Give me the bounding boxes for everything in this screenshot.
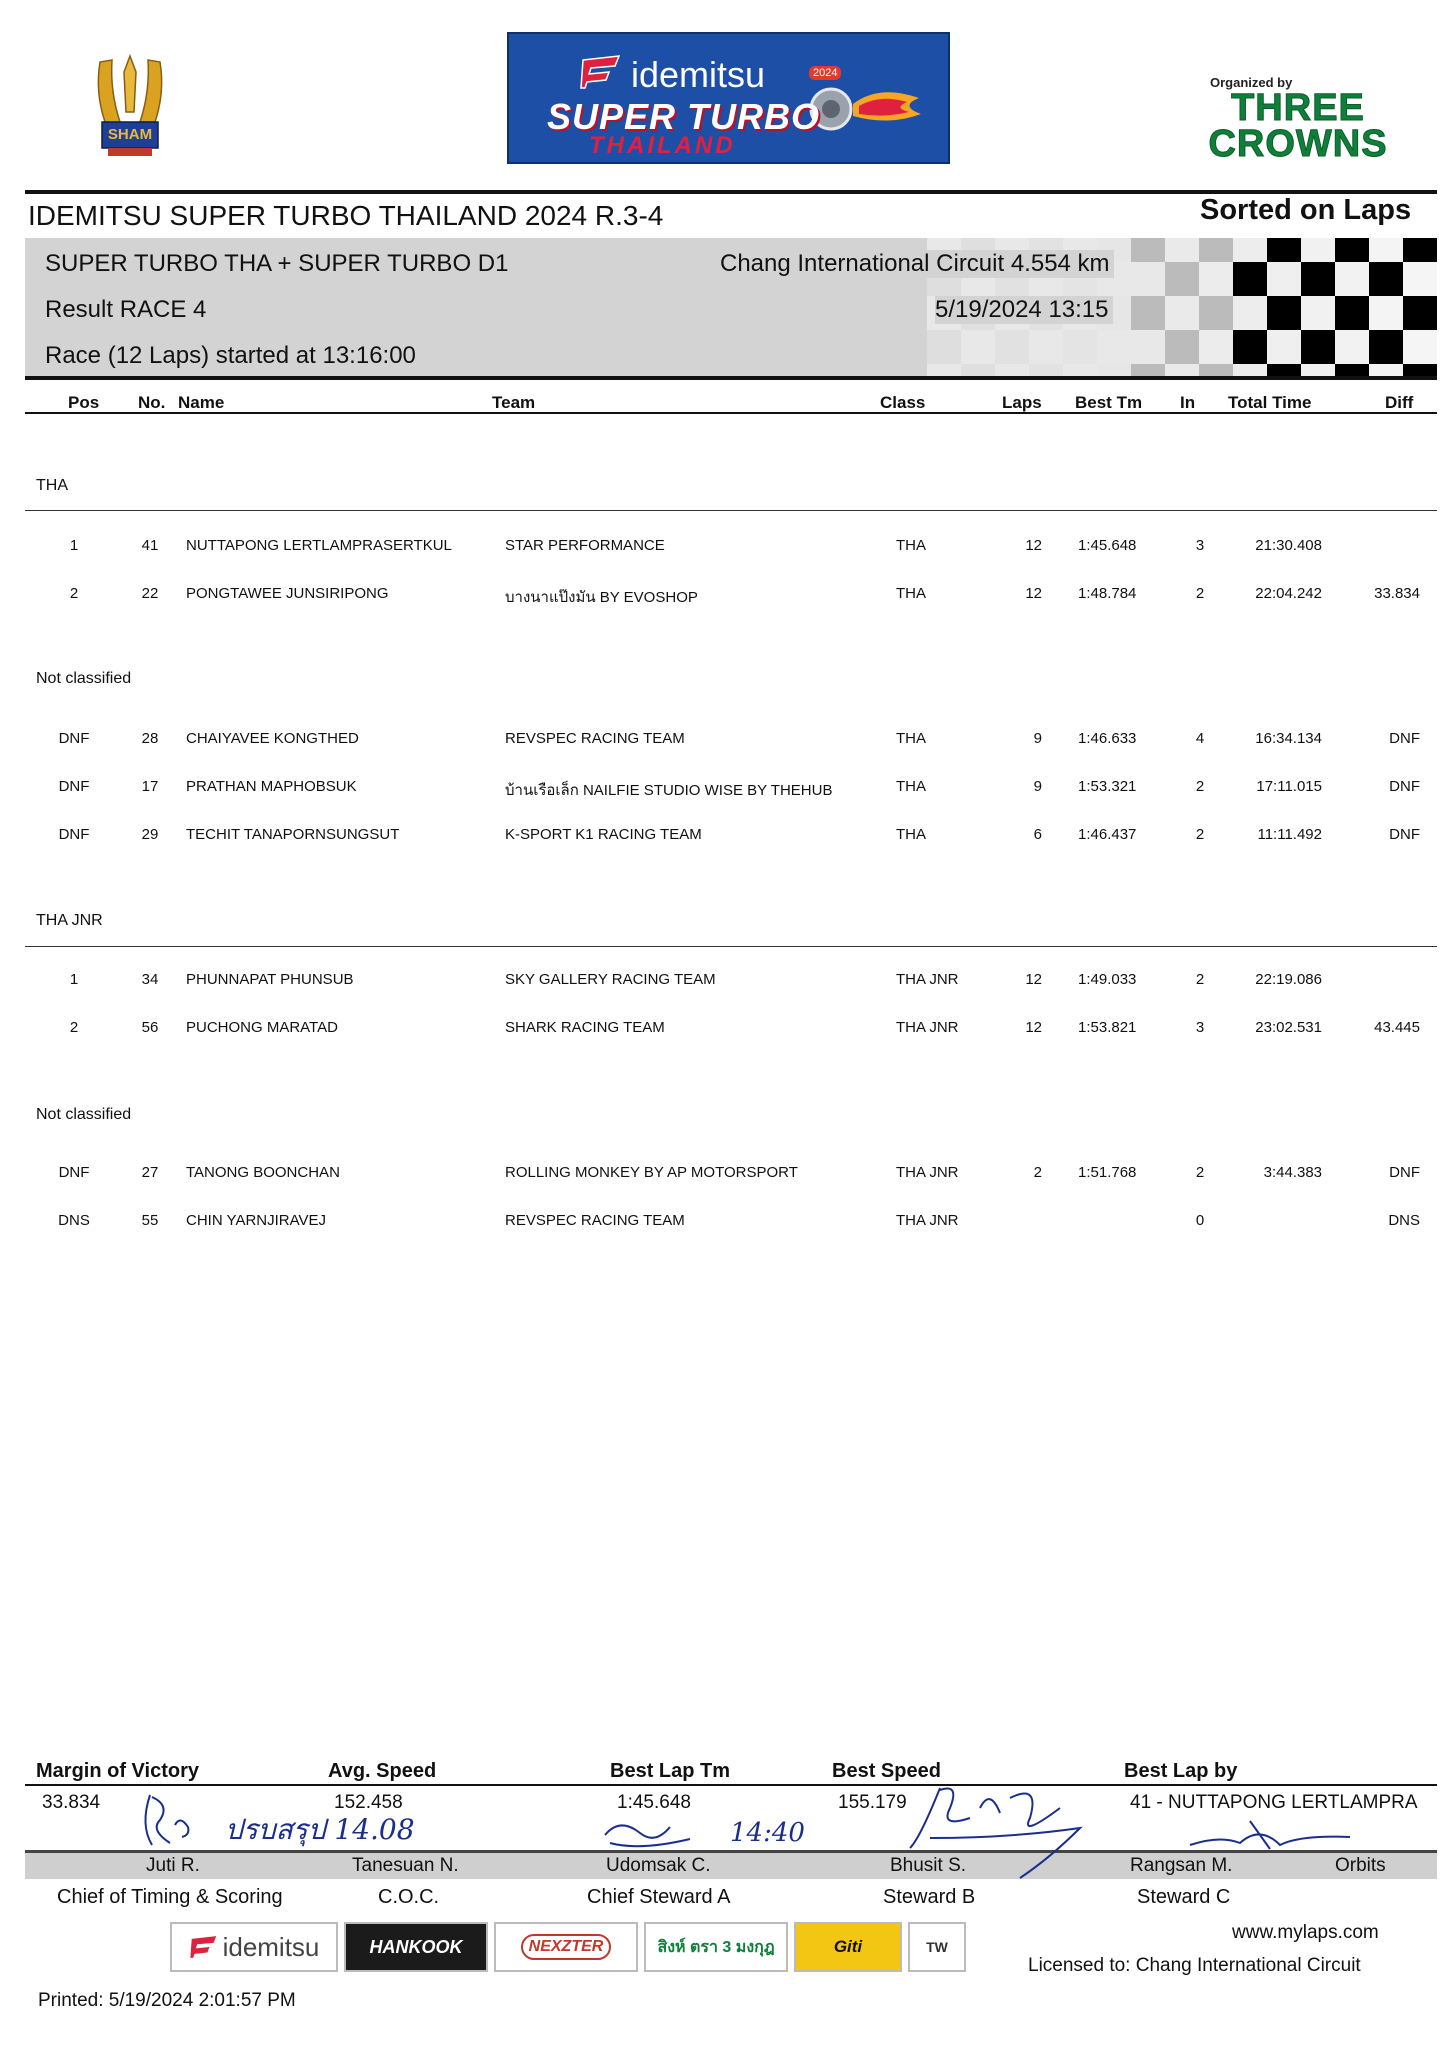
row-pos: 1	[69, 971, 79, 988]
row-class: THA JNR	[896, 1019, 959, 1036]
row-best-time: 1:46.437	[1078, 826, 1137, 843]
idemitsu-super-turbo-banner	[507, 32, 950, 164]
organizer-line-2: CROWNS	[1208, 123, 1388, 165]
best-speed-label: Best Speed	[832, 1760, 941, 1782]
row-car-number: 34	[141, 971, 159, 988]
row-pos: DNF	[58, 1164, 90, 1181]
row-laps: 12	[1025, 971, 1042, 988]
row-laps: 6	[1033, 826, 1042, 843]
row-car-number: 29	[141, 826, 159, 843]
row-laps: 12	[1025, 537, 1042, 554]
row-total-time: 16:34.134	[1255, 730, 1322, 747]
row-team: STAR PERFORMANCE	[505, 537, 665, 554]
col-pit-in: In	[1180, 393, 1196, 412]
banner-brand: idemitsu	[631, 54, 766, 95]
sort-label: Sorted on Laps	[1200, 194, 1412, 226]
sponsor-label: สิงห์ ตรา 3 มงกุฎ	[657, 1938, 775, 1956]
sponsor-idemitsu-logo	[170, 1922, 338, 1972]
sponsor-hankook-logo	[344, 1922, 488, 1972]
row-pit-in: 3	[1195, 537, 1205, 554]
row-class: THA	[896, 585, 926, 602]
series-name: SUPER TURBO THA + SUPER TURBO D1	[45, 250, 509, 277]
signature-juti	[130, 1785, 240, 1855]
row-laps: 9	[1033, 778, 1042, 795]
row-driver-name: TECHIT TANAPORNSUNGSUT	[186, 826, 400, 843]
row-diff: 43.445	[1374, 1019, 1420, 1036]
row-best-time: 1:51.768	[1078, 1164, 1137, 1181]
section-jnr-rule	[25, 946, 1437, 947]
row-laps: 12	[1025, 1019, 1042, 1036]
row-team: REVSPEC RACING TEAM	[505, 730, 685, 747]
sponsor-label: HANKOOK	[369, 1936, 463, 1957]
idemitsu-flag-icon	[189, 1934, 219, 1960]
three-crowns-logo	[1208, 87, 1388, 165]
organizer-label: Organized by	[1210, 75, 1293, 90]
official-name: Rangsan M.	[1130, 1855, 1233, 1876]
row-diff: 33.834	[1374, 585, 1420, 602]
row-car-number: 28	[141, 730, 159, 747]
printed-timestamp: Printed: 5/19/2024 2:01:57 PM	[38, 1990, 296, 2011]
row-car-number: 55	[141, 1212, 159, 1229]
col-best-time: Best Tm	[1075, 393, 1143, 412]
section-tha-not-classified: Not classified	[36, 670, 132, 687]
row-driver-name: CHIN YARNJIRAVEJ	[186, 1212, 327, 1229]
row-driver-name: PRATHAN MAPHOBSUK	[186, 778, 357, 795]
row-team: บางนาแป๊งมัน BY EVOSHOP	[505, 589, 698, 606]
row-class: THA	[896, 730, 926, 747]
avg-speed-label: Avg. Speed	[328, 1760, 437, 1782]
row-best-time: 1:49.033	[1078, 971, 1137, 988]
row-total-time: 17:11.015	[1256, 778, 1322, 795]
col-name: Name	[178, 393, 225, 412]
section-tha-jnr: THA JNR	[36, 912, 103, 929]
race-datetime: 5/19/2024 13:15	[935, 296, 1113, 324]
row-driver-name: CHAIYAVEE KONGTHED	[186, 730, 359, 747]
row-car-number: 27	[141, 1164, 159, 1181]
col-diff: Diff	[1385, 393, 1414, 412]
row-team: SHARK RACING TEAM	[505, 1019, 665, 1036]
row-pos: 2	[69, 1019, 79, 1036]
row-diff: DNF	[1389, 778, 1420, 795]
section-tha: THA	[36, 477, 68, 494]
row-pit-in: 2	[1195, 1164, 1205, 1181]
best-speed-value: 155.179	[838, 1792, 907, 1813]
sponsor-label: idemitsu	[222, 1931, 320, 1962]
row-driver-name: PHUNNAPAT PHUNSUB	[186, 971, 354, 988]
row-team: K-SPORT K1 RACING TEAM	[505, 826, 702, 843]
sponsor-label: TW	[926, 1939, 948, 1955]
row-total-time: 22:19.086	[1255, 971, 1322, 988]
summary-rule	[25, 1784, 1437, 1786]
row-best-time: 1:46.633	[1078, 730, 1137, 747]
row-class: THA	[896, 826, 926, 843]
crest-text: SHAM	[107, 126, 153, 143]
signature-rangsan	[1180, 1815, 1360, 1855]
official-name: Udomsak C.	[606, 1855, 711, 1876]
best-lap-by-label: Best Lap by	[1124, 1760, 1238, 1782]
row-laps: 9	[1033, 730, 1042, 747]
official-name: Juti R.	[146, 1855, 200, 1876]
margin-value: 33.834	[42, 1792, 101, 1813]
handwritten-time: 14:40	[730, 1818, 805, 1848]
row-pit-in: 2	[1195, 778, 1205, 795]
row-car-number: 56	[141, 1019, 159, 1036]
row-best-time: 1:53.321	[1078, 778, 1137, 795]
turbo-flame-icon	[809, 84, 929, 134]
margin-label: Margin of Victory	[36, 1760, 199, 1782]
row-pit-in: 4	[1195, 730, 1205, 747]
banner-year: 2024	[809, 66, 841, 80]
col-total-time: Total Time	[1228, 393, 1312, 412]
row-pit-in: 3	[1195, 1019, 1205, 1036]
row-team: บ้านเรือเล็ก NAILFIE STUDIO WISE BY THEHUB	[505, 782, 833, 799]
row-total-time: 22:04.242	[1255, 585, 1322, 602]
result-label: Result RACE 4	[45, 296, 207, 323]
sham-crest-logo	[90, 52, 170, 162]
row-class: THA JNR	[896, 1164, 959, 1181]
best-lap-label: Best Lap Tm	[610, 1760, 731, 1782]
organizer-line-1: THREE	[1231, 87, 1365, 129]
row-diff: DNF	[1389, 826, 1420, 843]
timing-system-name: Orbits	[1335, 1855, 1386, 1876]
official-name: Bhusit S.	[890, 1855, 967, 1876]
official-role: Chief Steward A	[587, 1886, 731, 1908]
row-class: THA	[896, 537, 926, 554]
race-start-info: Race (12 Laps) started at 13:16:00	[45, 342, 416, 369]
row-pit-in: 0	[1195, 1212, 1205, 1229]
row-laps: 12	[1025, 585, 1042, 602]
sponsor-label: Giti	[833, 1937, 863, 1956]
row-driver-name: NUTTAPONG LERTLAMPRASERTKUL	[186, 537, 452, 554]
row-driver-name: TANONG BOONCHAN	[186, 1164, 340, 1181]
row-pit-in: 2	[1195, 585, 1205, 602]
license-info: Licensed to: Chang International Circuit	[1028, 1955, 1361, 1976]
official-name: Tanesuan N.	[352, 1855, 459, 1876]
row-diff: DNF	[1389, 730, 1420, 747]
sponsor-tw-logo	[908, 1922, 966, 1972]
col-team: Team	[492, 393, 536, 412]
idemitsu-flag-icon	[579, 54, 623, 90]
row-class: THA JNR	[896, 1212, 959, 1229]
row-pos: 2	[69, 585, 79, 602]
row-pos: DNF	[58, 826, 90, 843]
banner-title: SUPER TURBO	[547, 96, 821, 137]
row-team: REVSPEC RACING TEAM	[505, 1212, 685, 1229]
col-pos: Pos	[68, 393, 100, 412]
header-rule	[25, 412, 1437, 414]
official-role: Chief of Timing & Scoring	[57, 1886, 283, 1908]
official-role: Steward B	[883, 1886, 976, 1908]
row-best-time: 1:53.821	[1078, 1019, 1137, 1036]
website-link[interactable]: www.mylaps.com	[1232, 1922, 1379, 1943]
row-total-time: 23:02.531	[1255, 1019, 1322, 1036]
row-class: THA JNR	[896, 971, 959, 988]
row-total-time: 11:11.492	[1257, 826, 1322, 843]
col-laps: Laps	[1002, 393, 1042, 412]
row-laps: 2	[1033, 1164, 1042, 1181]
row-class: THA	[896, 778, 926, 795]
row-team: SKY GALLERY RACING TEAM	[505, 971, 716, 988]
official-role: C.O.C.	[378, 1886, 440, 1908]
row-best-time: 1:45.648	[1078, 537, 1137, 554]
info-bottom-rule	[25, 376, 1437, 380]
best-lap-by-value: 41 - NUTTAPONG LERTLAMPRA	[1130, 1792, 1418, 1813]
row-pos: DNS	[58, 1212, 90, 1229]
official-role: Steward C	[1137, 1886, 1231, 1908]
circuit-name: Chang International Circuit 4.554 km	[720, 250, 1114, 278]
row-car-number: 41	[141, 537, 159, 554]
col-class: Class	[880, 393, 926, 412]
row-team: ROLLING MONKEY BY AP MOTORSPORT	[505, 1164, 798, 1181]
sponsor-three-crowns-logo	[644, 1922, 788, 1972]
section-jnr-not-classified: Not classified	[36, 1106, 132, 1123]
avg-speed-value: 152.458	[334, 1792, 403, 1813]
banner-subtitle: THAILAND	[589, 132, 736, 159]
sponsor-label: NEXZTER	[521, 1934, 612, 1960]
row-total-time: 3:44.383	[1263, 1164, 1322, 1181]
race-info-box	[25, 238, 1437, 378]
row-pos: 1	[69, 537, 79, 554]
row-diff: DNF	[1389, 1164, 1420, 1181]
row-pos: DNF	[58, 778, 90, 795]
sponsor-giti-logo	[794, 1922, 902, 1972]
signature-udomsak	[600, 1815, 710, 1855]
col-no: No.	[138, 393, 166, 412]
row-pit-in: 2	[1195, 826, 1205, 843]
row-car-number: 22	[141, 585, 159, 602]
row-pos: DNF	[58, 730, 90, 747]
row-driver-name: PUCHONG MARATAD	[186, 1019, 338, 1036]
best-lap-value: 1:45.648	[617, 1792, 691, 1813]
event-title: IDEMITSU SUPER TURBO THAILAND 2024 R.3-4	[28, 200, 664, 231]
handwritten-note: ปรบสรุป 14.08	[225, 1813, 415, 1846]
row-best-time: 1:48.784	[1078, 585, 1137, 602]
row-pit-in: 2	[1195, 971, 1205, 988]
sponsor-nexzter-logo	[494, 1922, 638, 1972]
row-car-number: 17	[141, 778, 159, 795]
section-tha-rule	[25, 510, 1437, 511]
row-diff: DNS	[1388, 1212, 1420, 1229]
row-total-time: 21:30.408	[1255, 537, 1322, 554]
row-driver-name: PONGTAWEE JUNSIRIPONG	[186, 585, 389, 602]
